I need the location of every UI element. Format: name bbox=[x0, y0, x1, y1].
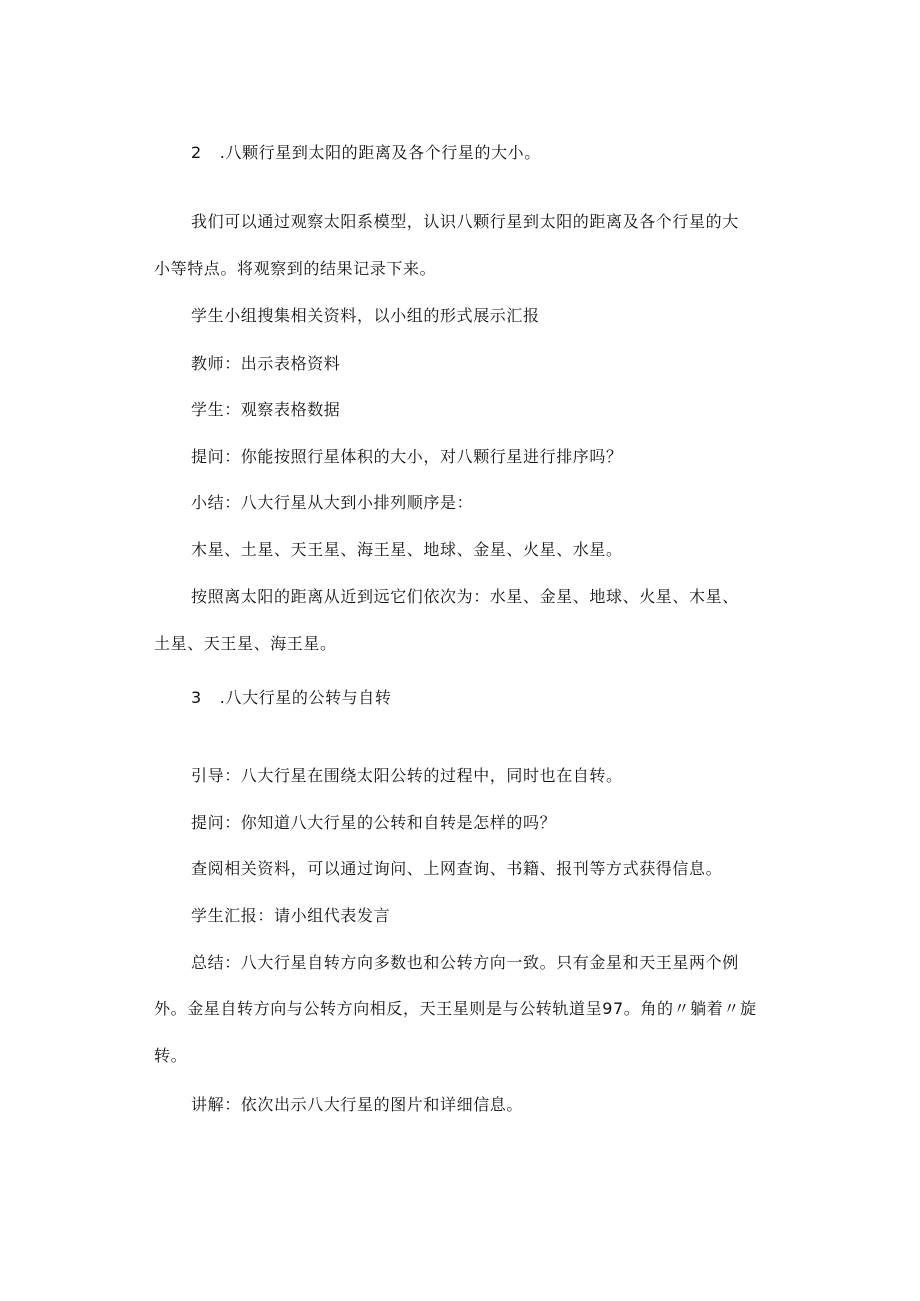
section-2-number: 2 bbox=[191, 143, 202, 162]
paragraph-8-line-1: 按照离太阳的距离从近到远它们依次为：水星、金星、地球、火星、木星、 bbox=[191, 587, 739, 606]
paragraph-7: 木星、土星、天王星、海王星、地球、金星、火星、水星。 bbox=[191, 540, 623, 559]
paragraph-11: 查阅相关资料，可以通过询问、上网查询、书籍、报刊等方式获得信息。 bbox=[191, 859, 723, 878]
section-2-title: .八颗行星到太阳的距离及各个行星的大小。 bbox=[219, 143, 541, 162]
paragraph-1-line-2: 小等特点。将观察到的结果记录下来。 bbox=[154, 259, 437, 278]
section-3-heading bbox=[191, 688, 391, 708]
paragraph-4: 学生：观察表格数据 bbox=[191, 400, 341, 419]
section-3-number: 3 bbox=[191, 688, 202, 707]
paragraph-13-line-1: 总结：八大行星自转方向多数也和公转方向一致。只有金星和天王星两个例 bbox=[191, 953, 739, 972]
paragraph-10: 提问：你知道八大行星的公转和自转是怎样的吗？ bbox=[191, 813, 557, 832]
paragraph-3: 教师：出示表格资料 bbox=[191, 354, 341, 373]
paragraph-13-line-2: 外。金星自转方向与公转方向相反，天王星则是与公转轨道呈97。角的〃躺着〃旋 bbox=[154, 999, 757, 1018]
paragraph-14: 讲解：依次出示八大行星的图片和详细信息。 bbox=[191, 1095, 524, 1114]
paragraph-8-line-2: 土星、天王星、海王星。 bbox=[154, 634, 337, 653]
section-2-heading bbox=[191, 143, 541, 163]
paragraph-6: 小结：八大行星从大到小排列顺序是： bbox=[191, 493, 474, 512]
paragraph-5: 提问：你能按照行星体积的大小，对八颗行星进行排序吗？ bbox=[191, 447, 623, 466]
paragraph-9: 引导：八大行星在围绕太阳公转的过程中，同时也在自转。 bbox=[191, 766, 623, 785]
paragraph-13-line-3: 转。 bbox=[154, 1046, 188, 1065]
section-3-title: .八大行星的公转与自转 bbox=[219, 688, 392, 707]
paragraph-2: 学生小组搜集相关资料，以小组的形式展示汇报 bbox=[191, 306, 540, 325]
paragraph-12: 学生汇报：请小组代表发言 bbox=[191, 906, 391, 925]
paragraph-1-line-1: 我们可以通过观察太阳系模型，认识八颗行星到太阳的距离及各个行星的大 bbox=[191, 212, 739, 231]
